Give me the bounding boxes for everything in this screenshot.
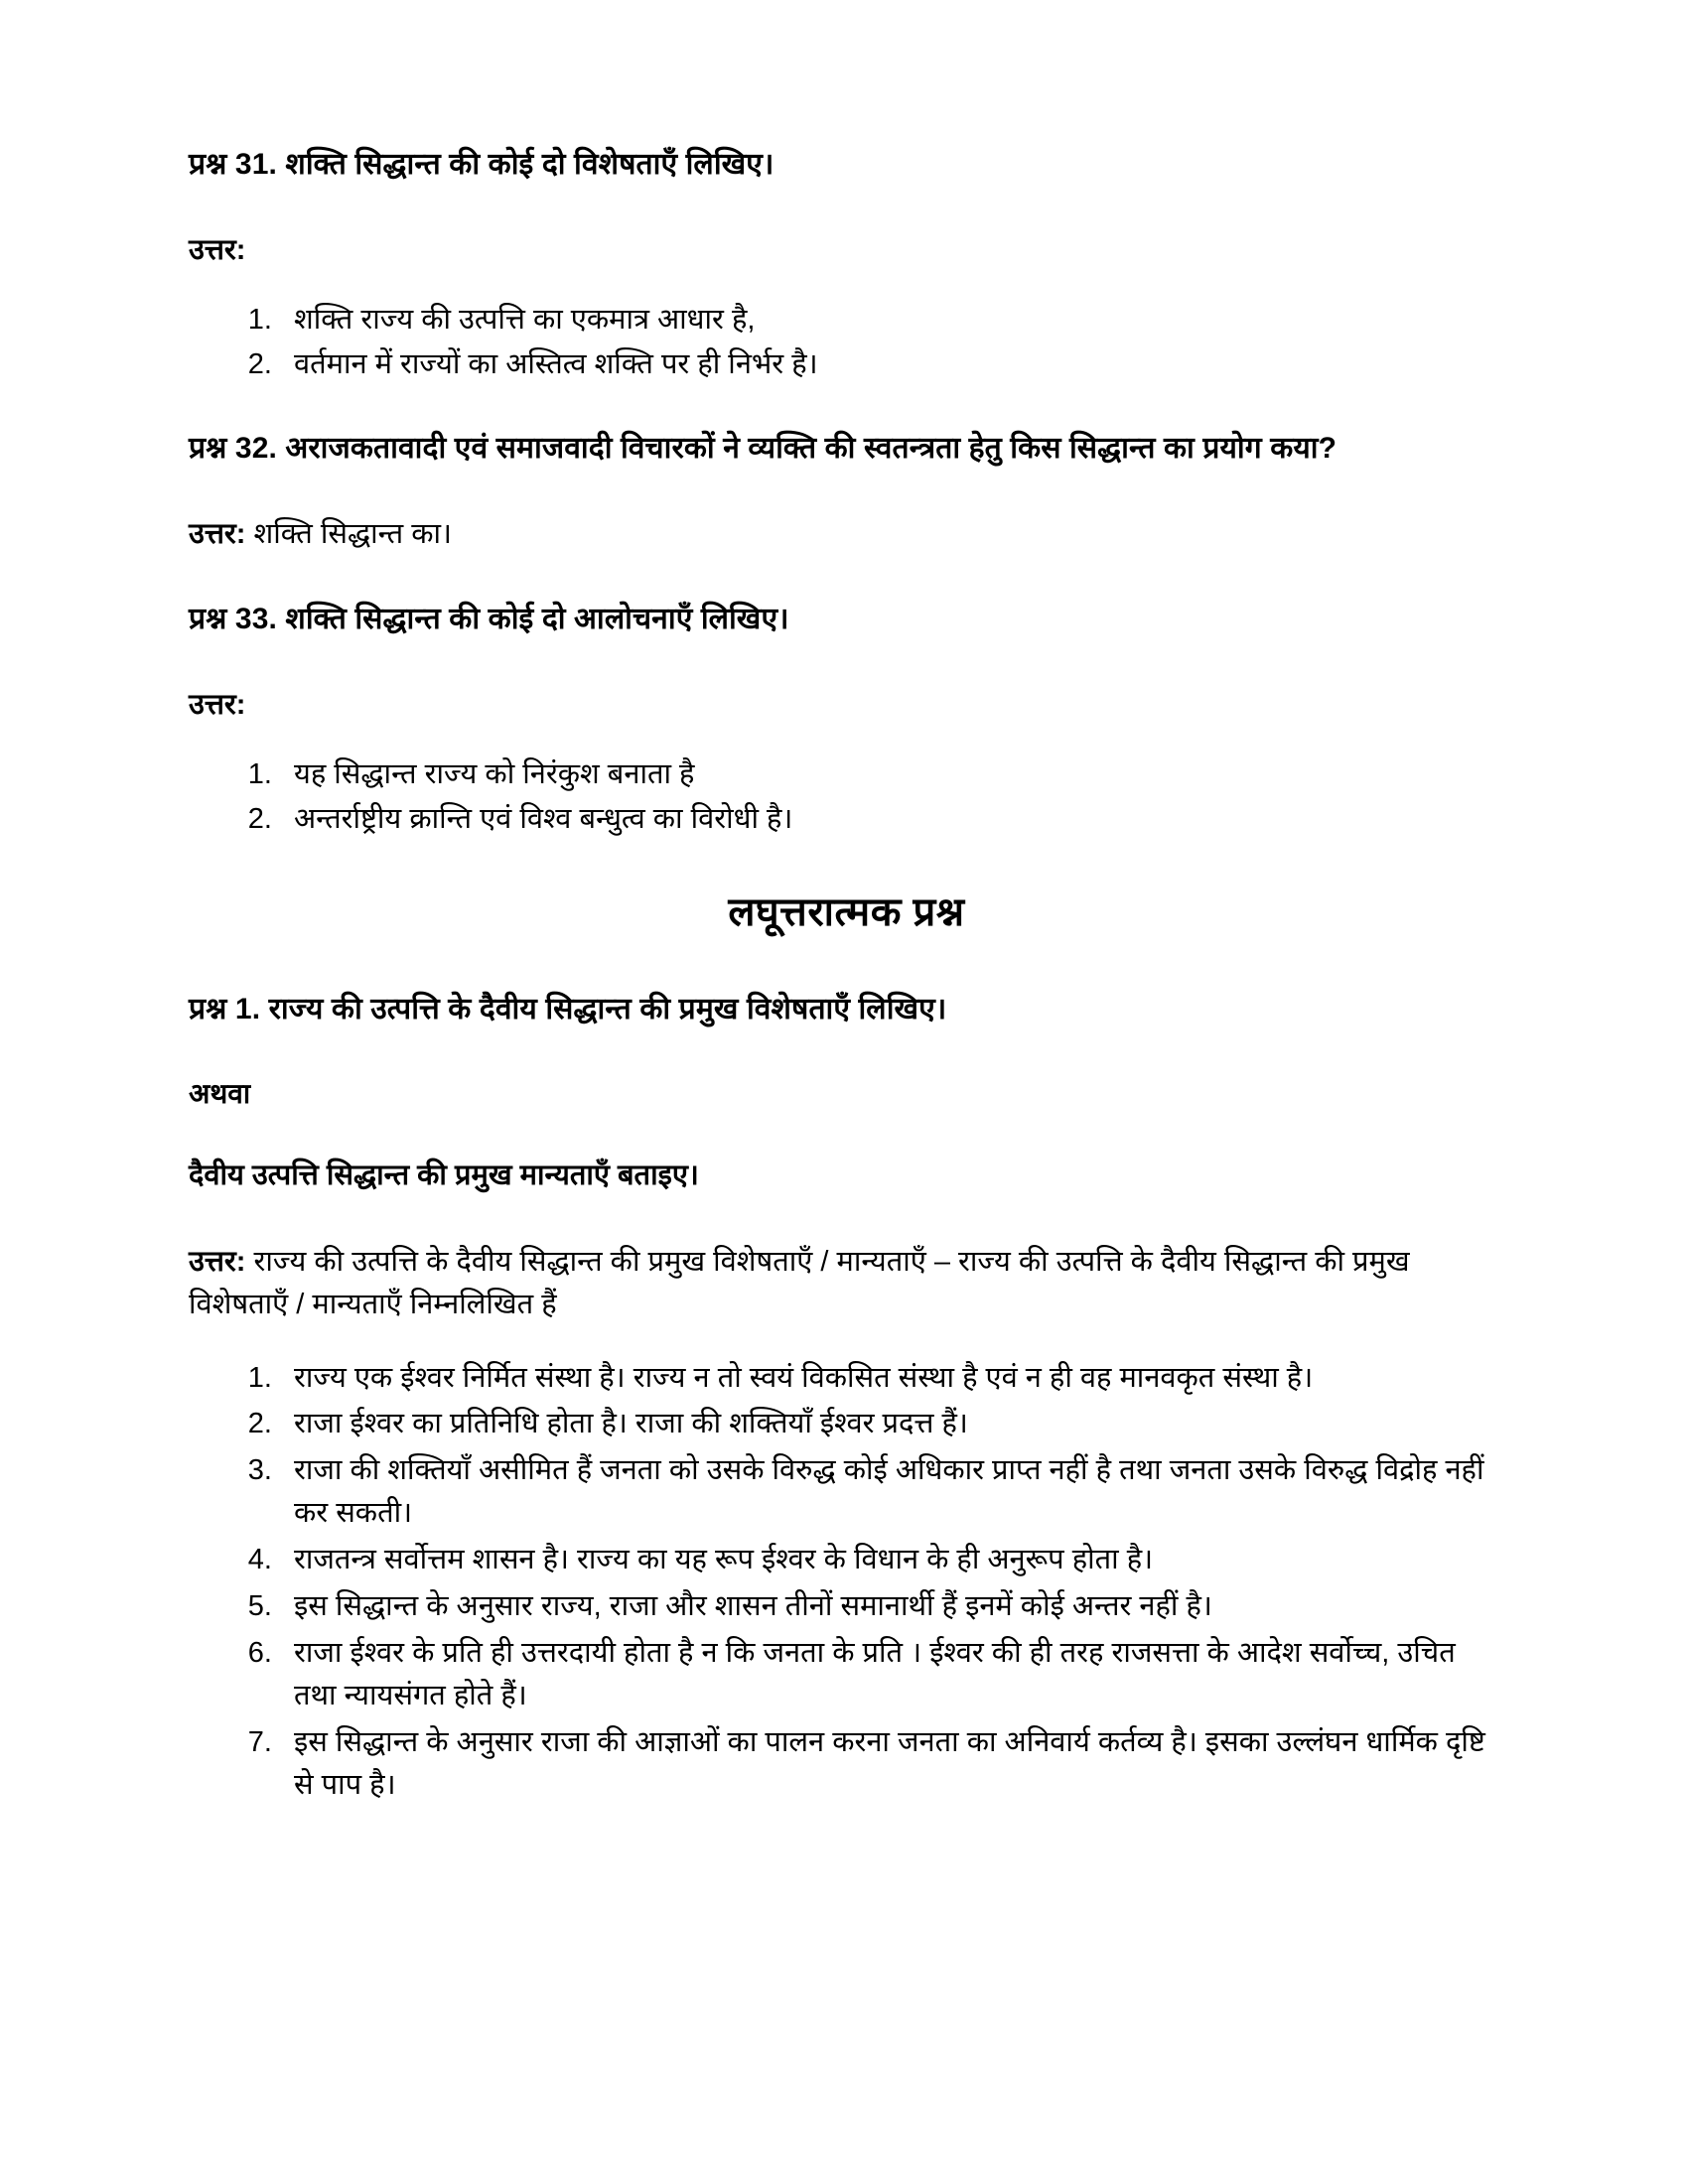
short-question-1-heading: प्रश्न 1. राज्य की उत्पत्ति के दैवीय सिद्धान्त की प्रमुख विशेषताएँ लिखिए। xyxy=(189,992,947,1025)
question-31-heading: प्रश्न 31. शक्ति सिद्धान्त की कोई दो विशेषताएँ लिखिए। xyxy=(189,148,774,181)
list-item: 3. राजा की शक्तियाँ असीमित हैं जनता को उसके विरुद्ध कोई अधिकार प्राप्त नहीं है तथा जनता उसके विरुद्ध विद्रोह नहीं कर सकती। xyxy=(280,1449,1504,1535)
list-item: 2. राजा ईश्वर का प्रतिनिधि होता है। राजा की शक्तियाँ ईश्वर प्रदत्त हैं। xyxy=(280,1403,1504,1445)
answer-label-text: उत्तर: xyxy=(189,233,246,266)
list-item: 5. इस सिद्धान्त के अनुसार राज्य, राजा और शासन तीनों समानार्थी हैं इनमें कोई अन्तर नहीं है। xyxy=(280,1585,1504,1628)
question-33-answer-label xyxy=(189,685,1504,726)
question-32-answer xyxy=(189,513,1504,555)
short-question-1-alternative-heading: दैवीय उत्पत्ति सिद्धान्त की प्रमुख मान्यताएँ बताइए। xyxy=(189,1160,699,1192)
question-32-heading: प्रश्न 32. अराजकतावादी एवं समाजवादी विचारकों ने व्यक्ति की स्वतन्त्रता हेतु किस सिद्धान्त का प्रयोग कया? xyxy=(189,431,1337,465)
answer-body-text: राज्य की उत्पत्ति के दैवीय सिद्धान्त की प्रमुख विशेषताएँ / मान्यताएँ – राज्य की उत्पत्ति के दैवीय सिद्धान्त की प्रमुख विशेषताएँ / मान्यताएँ निम्नलिखित हैं xyxy=(189,1245,1410,1321)
answer-body-text: शक्ति सिद्धान्त का। xyxy=(245,518,452,551)
answer-label-text: उत्तर: xyxy=(189,1245,246,1278)
answer-label-text: उत्तर: xyxy=(189,688,246,721)
list-item: 2. वर्तमान में राज्यों का अस्तित्व शक्ति पर ही निर्भर है। xyxy=(280,343,1504,386)
list-item: 1. यह सिद्धान्त राज्य को निरंकुश बनाता है xyxy=(280,753,1504,796)
list-item: 1. शक्ति राज्य की उत्पत्ति का एकमात्र आधार है, xyxy=(280,299,1504,341)
list-item: 1. राज्य एक ईश्वर निर्मित संस्था है। राज्य न तो स्वयं विकसित संस्था है एवं न ही वह मानवकृत संस्था है। xyxy=(280,1357,1504,1400)
alternative-label: अथवा xyxy=(189,1078,251,1110)
answer-label-text: उत्तर: xyxy=(189,518,246,551)
question-31-answer-label xyxy=(189,230,1504,271)
list-item: 4. राजतन्त्र सर्वोत्तम शासन है। राज्य का यह रूप ईश्वर के विधान के ही अनुरूप होता है। xyxy=(280,1539,1504,1581)
question-31-answer-list xyxy=(189,299,1504,386)
list-item: 2. अन्तर्राष्ट्रीय क्रान्ति एवं विश्व बन्धुत्व का विरोधी है। xyxy=(280,798,1504,841)
short-question-1-answer-intro xyxy=(189,1241,1504,1327)
list-item: 6. राजा ईश्वर के प्रति ही उत्तरदायी होता है न कि जनता के प्रति । ईश्वर की ही तरह राजसत्ता के आदेश सर्वोच्च, उचित तथा न्यायसंगत होते हैं। xyxy=(280,1632,1504,1717)
section-heading-short-answer-questions: लघूत्तरात्मक प्रश्न xyxy=(728,889,965,934)
question-33-answer-list xyxy=(189,753,1504,841)
question-33-heading: प्रश्न 33. शक्ति सिद्धान्त की कोई दो आलोचनाएँ लिखिए। xyxy=(189,603,789,636)
list-item: 7. इस सिद्धान्त के अनुसार राजा की आज्ञाओं का पालन करना जनता का अनिवार्य कर्तव्य है। इसका उल्लंघन धार्मिक दृष्टि से पाप है। xyxy=(280,1721,1504,1807)
short-question-1-answer-list xyxy=(189,1357,1504,1807)
